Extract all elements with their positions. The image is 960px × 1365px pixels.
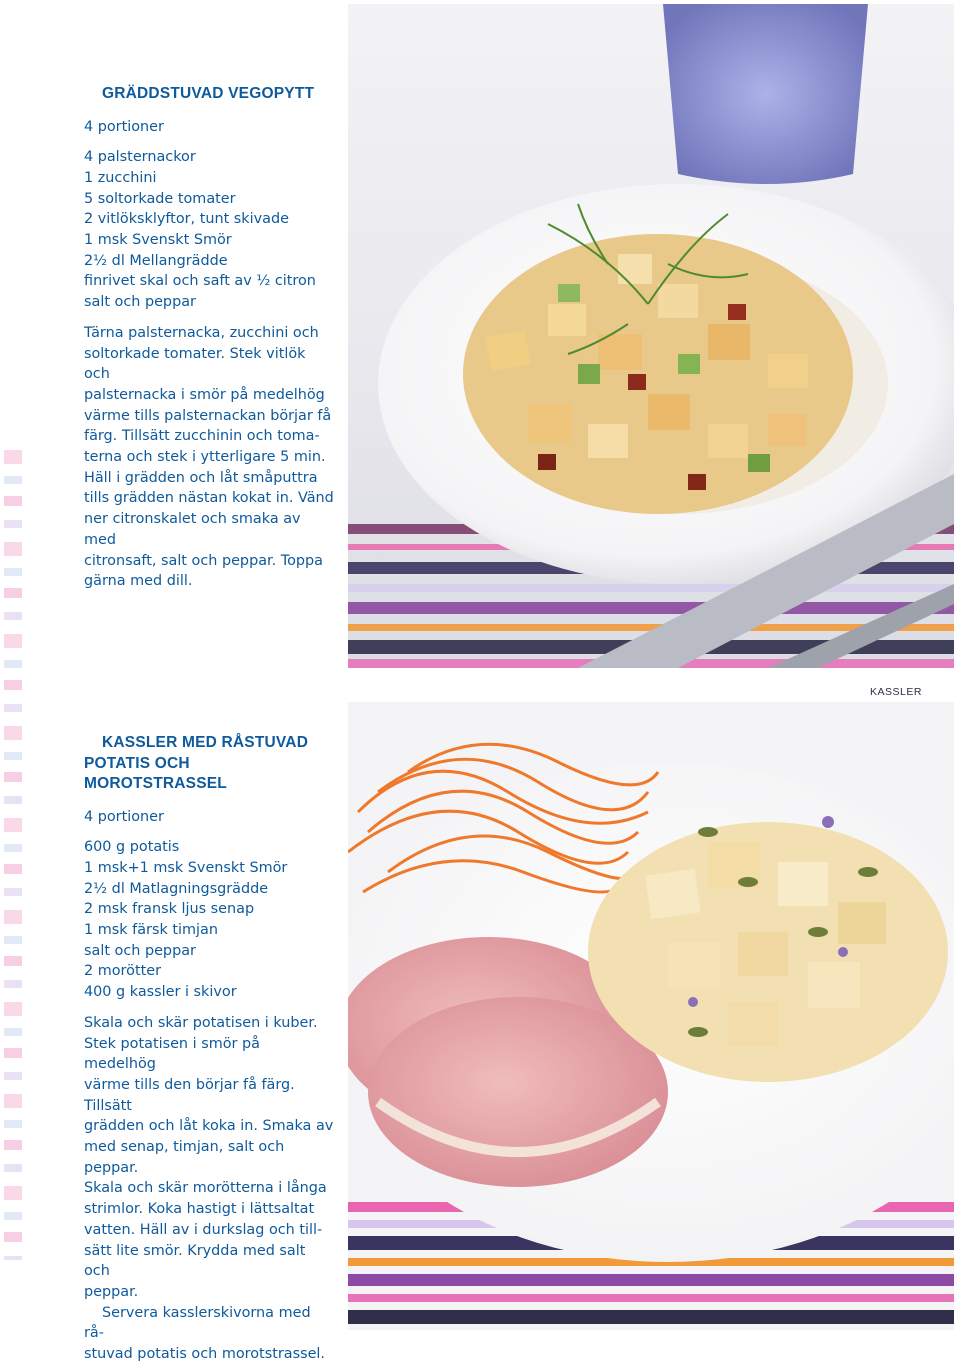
instruction-line: sätt lite smör. Krydda med salt och [84, 1242, 306, 1280]
photo-illustration [348, 702, 954, 1330]
instruction-line: Servera kasslerskivorna med rå- [84, 1304, 311, 1342]
instruction-line: tills grädden nästan kokat in. Vänd [84, 490, 334, 507]
instruction-line: gärna med dill. [84, 573, 193, 590]
instruction-line: grädden och låt koka in. Smaka av [84, 1118, 334, 1135]
instruction-line: citronsaft, salt och peppar. Toppa [84, 552, 323, 569]
vegetable-stew-plate-photo [348, 4, 954, 668]
ingredient: 2½ dl Mellangrädde [84, 252, 228, 269]
recipe-vegopytt [84, 84, 334, 602]
instruction-line: peppar. [84, 1283, 139, 1300]
instruction-line: soltorkade tomater. Stek vitlök och [84, 345, 306, 383]
ingredient: 1 msk färsk timjan [84, 922, 218, 939]
ingredient: 2 morötter [84, 963, 162, 980]
instruction-line: vatten. Häll av i durkslag och till- [84, 1221, 323, 1238]
ingredient-list [84, 837, 334, 1003]
ingredient: 2½ dl Matlagningsgrädde [84, 880, 269, 897]
instruction-line: Tärna palsternacka, zucchini och [84, 324, 319, 341]
ingredient: 2 vitlöksklyftor, tunt skivade [84, 211, 289, 228]
instruction-line: Skala och skär morötterna i långa [84, 1180, 327, 1197]
ingredient: 1 zucchini [84, 169, 157, 186]
ingredient: 5 soltorkade tomater [84, 190, 236, 207]
instruction-line: stuvad potatis och morotstrassel. [84, 1346, 325, 1363]
ingredient: 2 msk fransk ljus senap [84, 901, 255, 918]
instruction-line: ner citronskalet och smaka av med [84, 511, 301, 548]
instruction-line: strimlor. Koka hastigt i lättsaltat [84, 1201, 315, 1218]
ingredient: 400 g kassler i skivor [84, 984, 237, 1001]
ingredient-list [84, 147, 334, 313]
photo-illustration [348, 4, 954, 668]
instruction-line: Stek potatisen i smör på medelhög [84, 1035, 260, 1073]
instruction-line: palsternacka i smör på medelhög [84, 386, 325, 403]
instruction-line: med senap, timjan, salt och peppar. [84, 1139, 285, 1176]
instruction-line: värme tills den börjar få färg. Tillsätt [84, 1076, 295, 1114]
recipe-title [84, 733, 334, 795]
recipe-title-line2: POTATIS OCH MOROTSTRASSEL [84, 754, 227, 792]
instruction-line: terna och stek i ytterligare 5 min. [84, 449, 326, 466]
ingredient: 4 palsternackor [84, 149, 196, 166]
instruction-line: värme tills palsternackan börjar få [84, 407, 332, 424]
servings [84, 807, 334, 828]
instructions [84, 323, 334, 592]
ingredient: 600 g potatis [84, 839, 180, 856]
ingredient: salt och peppar [84, 294, 196, 311]
instruction-line: Häll i grädden och låt småputtra [84, 469, 318, 486]
servings-text: 4 portioner [84, 808, 164, 825]
instructions [84, 1013, 334, 1365]
servings [84, 117, 334, 138]
servings-text: 4 portioner [84, 118, 164, 135]
recipe-kassler [84, 733, 334, 1365]
kassler-potato-carrot-plate-photo [348, 702, 954, 1330]
ingredient: finrivet skal och saft av ½ citron [84, 273, 316, 290]
ingredient: 1 msk Svenskt Smör [84, 232, 232, 249]
instruction-line: färg. Tillsätt zucchinin och toma- [84, 428, 320, 445]
ingredient: 1 msk+1 msk Svenskt Smör [84, 859, 288, 876]
section-label-kassler: KASSLER [870, 686, 922, 698]
decorative-edge-stripes [4, 450, 22, 1260]
recipe-title [84, 84, 334, 105]
instruction-line: Skala och skär potatisen i kuber. [84, 1014, 318, 1031]
recipe-title-text: GRÄDDSTUVAD VEGOPYTT [102, 85, 315, 102]
recipe-title-line1: KASSLER MED RÅSTUVAD [102, 734, 309, 751]
ingredient: salt och peppar [84, 942, 196, 959]
